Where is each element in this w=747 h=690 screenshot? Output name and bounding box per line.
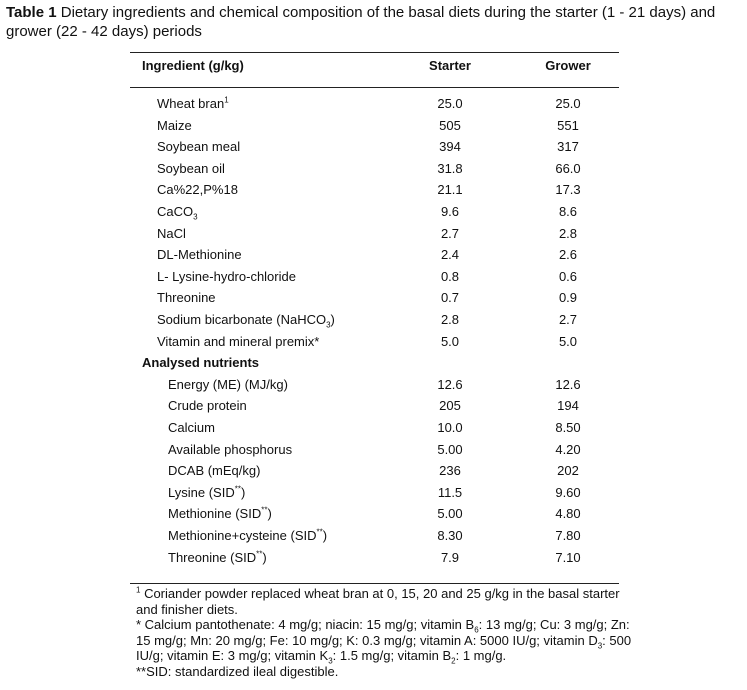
cell-grower: 317 [557,139,579,155]
header-ingredient: Ingredient (g/kg) [142,58,244,73]
table-row [0,396,747,416]
table-row [0,116,747,136]
row-label [168,440,292,460]
table-row [0,375,747,395]
cell-grower: 8.6 [558,204,578,219]
text-segment: ) [262,549,267,565]
text-segment: Energy (ME) (MJ/kg) [168,376,288,392]
cell-starter: 21.1 [437,182,463,198]
text-segment: DL-Methionine [157,247,242,263]
cell-grower: 4.20 [555,441,581,457]
footnote [136,617,636,664]
text-segment: Sodium bicarbonate (NaHCO [157,312,327,327]
table-row [0,418,747,438]
table-row [0,202,747,222]
text-segment: Soybean oil [157,160,225,176]
cell-grower: 8.50 [555,420,581,435]
text-segment: Coriander powder replaced wheat bran at 0, 15, 20 and 25 g/kg in the basal starter and finisher diets. [136,586,620,617]
row-label [157,159,225,179]
footnote [136,586,636,617]
text-segment: Crude protein [168,398,247,414]
cell-starter: 2.4 [440,247,460,263]
cell-grower: 7.80 [555,528,581,543]
table-row [0,504,747,524]
cell-starter: 505 [439,117,461,133]
table-top-rule [130,52,619,53]
text-segment: Methionine (SID [168,506,262,522]
superscript: 1 [224,95,229,105]
cell-starter: 8.30 [437,528,463,543]
cell-starter: 12.6 [437,376,463,392]
row-label [157,180,238,200]
subscript: 3 [328,656,333,666]
table-row [0,548,747,568]
subscript: 6 [474,625,479,635]
table-label: Table 1 [6,4,57,21]
subscript: 3 [597,641,603,651]
text-segment: Maize [157,117,192,133]
text-segment: DCAB (mEq/kg) [168,463,261,479]
section-header-row [0,353,747,373]
cell-grower: 4.80 [555,506,581,522]
text-segment: : 1 mg/g. [455,648,507,663]
row-label [168,418,215,438]
cell-starter: 2.8 [440,312,460,327]
text-segment: CaCO [157,204,194,219]
table-row [0,159,747,179]
cell-starter: 25.0 [437,96,463,111]
cell-grower: 66.0 [555,160,581,176]
table-row [0,332,747,352]
cell-starter: 205 [439,398,461,414]
table-bottom-rule [130,583,619,584]
header-grower: Grower [545,58,591,73]
cell-grower: 551 [557,117,579,133]
superscript: ** [316,527,323,537]
cell-grower: 202 [557,463,579,479]
text-segment: ) [240,484,246,500]
cell-grower: 17.3 [555,182,581,198]
cell-grower: 2.6 [558,247,578,263]
subscript: 3 [326,320,331,330]
text-segment: Wheat bran [157,96,225,111]
row-label [157,202,198,222]
superscript: ** [234,484,241,494]
cell-starter: 5.00 [437,441,463,457]
row-label [168,504,272,524]
table-row [0,461,747,481]
row-label [157,288,216,308]
row-label [157,224,186,244]
row-label [157,245,242,265]
table-caption [6,3,746,41]
row-label [157,94,229,114]
text-segment: : 13 mg/g; Cu: 3 mg/g; Zn: 15 mg/g; Mn: 20 mg/g; Fe: 10 mg/g; K: 0.3 mg/g; vitamin A: 5000 IU/g; vitamin D [136,617,630,648]
cell-grower: 0.9 [558,290,578,306]
superscript: ** [261,506,268,516]
superscript: 1 [136,585,141,595]
cell-grower: 12.6 [555,376,581,392]
header-starter: Starter [429,58,471,73]
text-segment: ) [330,312,335,327]
cell-grower: 194 [557,398,579,414]
cell-grower: 2.7 [558,312,578,327]
cell-grower: 2.8 [558,225,578,241]
cell-starter: 2.7 [440,225,460,241]
table-row [0,245,747,265]
table-row [0,526,747,546]
text-segment: ) [267,506,272,522]
text-segment: Ca%22,P%18 [157,182,238,198]
subscript: 2 [451,656,456,666]
row-label [157,137,240,157]
text-segment: Soybean meal [157,139,241,155]
row-label [168,526,327,546]
cell-grower: 0.6 [558,268,578,284]
text-segment: Lysine (SID [168,484,235,500]
cell-starter: 236 [439,463,461,479]
text-segment: Threonine (SID [168,549,257,565]
cell-starter: 0.7 [440,290,460,306]
cell-grower: 5.0 [558,333,578,349]
subscript: 3 [193,212,198,222]
text-segment: * Calcium pantothenate: 4 mg/g; niacin: 15 mg/g; vitamin B [136,617,475,632]
text-segment: Available phosphorus [168,441,293,457]
header-rule [130,87,619,88]
row-label [168,461,260,481]
cell-starter: 9.6 [440,204,460,219]
table-caption-text: Dietary ingredients and chemical composition of the basal diets during the starter (1 - 21 days) and grower (22 - 42 days) periods [6,4,716,40]
cell-starter: 0.8 [440,268,460,284]
table-row [0,267,747,287]
table-row [0,137,747,157]
text-segment: Methionine+cysteine (SID [168,528,317,543]
row-label [142,353,259,373]
text-segment: **SID: standardized ileal digestible. [136,663,339,679]
row-label [157,267,296,287]
table-row [0,310,747,330]
row-label [157,116,192,136]
table-row [0,288,747,308]
table-row [0,440,747,460]
text-segment: Analysed nutrients [142,355,260,371]
text-segment: NaCl [157,225,186,241]
row-label [168,396,247,416]
cell-starter: 11.5 [437,484,463,500]
row-label [168,548,267,568]
row-label [168,483,245,503]
text-segment: Vitamin and mineral premix* [157,333,320,349]
row-label [157,310,335,330]
cell-starter: 10.0 [437,420,463,435]
row-label [157,332,319,352]
text-segment: : 1.5 mg/g; vitamin B [332,648,452,663]
table-row [0,180,747,200]
table-row [0,94,747,114]
row-label [168,375,288,395]
cell-grower: 7.10 [555,549,581,565]
cell-starter: 394 [439,139,461,155]
cell-starter: 7.9 [440,549,460,565]
table-row [0,224,747,244]
superscript: ** [256,549,263,559]
cell-starter: 5.0 [440,333,460,349]
text-segment: : 500 IU/g; vitamin E: 3 mg/g; vitamin K [136,632,632,663]
cell-grower: 9.60 [555,484,581,500]
cell-starter: 5.00 [437,506,463,522]
text-segment: Calcium [168,420,215,435]
text-segment: Threonine [157,290,216,306]
text-segment: ) [322,528,328,543]
footnotes [136,586,636,679]
table-row [0,483,747,503]
cell-grower: 25.0 [555,96,581,111]
cell-starter: 31.8 [437,160,463,176]
footnote [136,664,636,680]
text-segment: L- Lysine-hydro-chloride [157,268,296,284]
